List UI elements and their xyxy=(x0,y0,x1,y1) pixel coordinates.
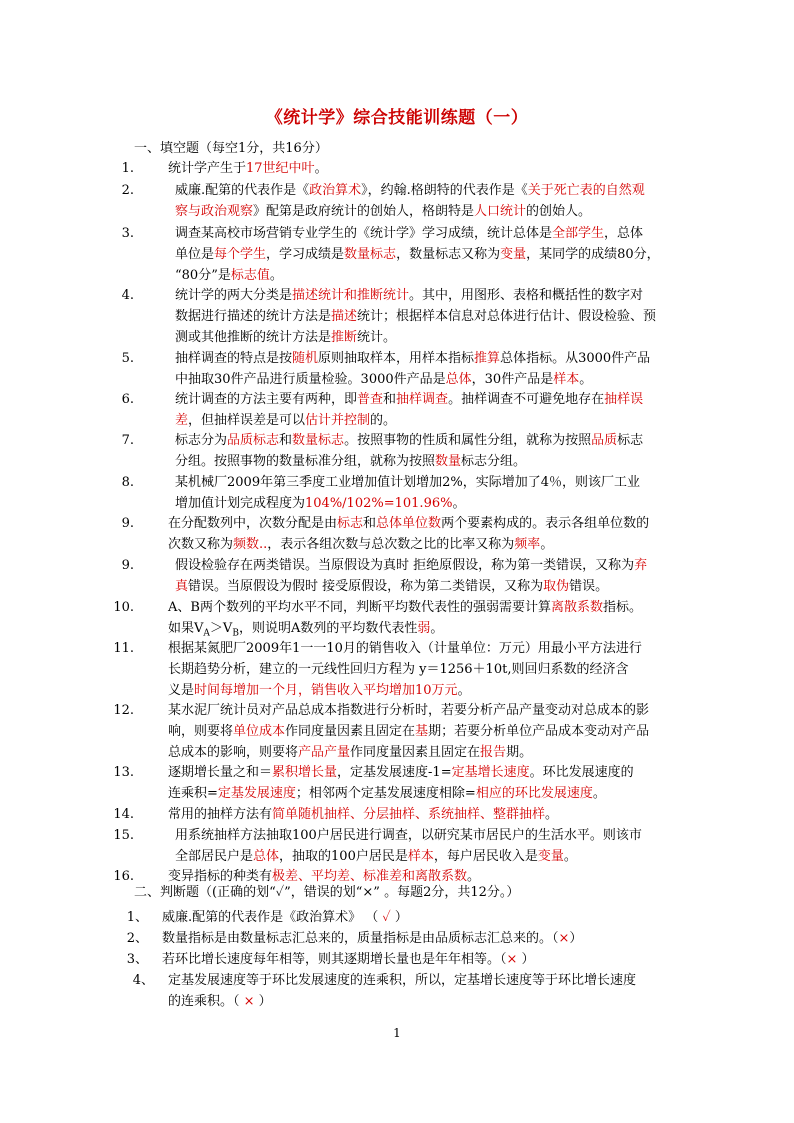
answer-text: 定基增长速度 xyxy=(451,765,530,780)
fill-in-line xyxy=(168,659,628,681)
question-text: 期；若要分析单位产品成本变动对产品 xyxy=(428,724,650,739)
fill-in-number: 4. xyxy=(121,288,134,303)
fill-in-line xyxy=(175,327,396,349)
answer-text: 总体单位数 xyxy=(376,516,442,531)
question-text: 全部居民户是 xyxy=(175,849,254,864)
question-text: 统计学产生于 xyxy=(168,161,247,176)
answer-text: 标志值 xyxy=(230,268,270,283)
fill-in-line xyxy=(168,618,443,640)
question-text: 常用的抽样方法有 xyxy=(168,807,273,822)
question-text: 标志 xyxy=(617,433,644,448)
answer-text: 简单随机抽样、分层抽样、系统抽样、整群抽样 xyxy=(272,807,546,822)
question-text: 。 xyxy=(592,786,606,801)
fill-in-number: 2. xyxy=(121,183,134,198)
answer-text: 描述 xyxy=(331,309,358,324)
answer-text: 定基发展速度 xyxy=(217,786,296,801)
answer-text: 弱 xyxy=(417,621,431,636)
question-text: 。 xyxy=(269,268,283,283)
question-text: 假设检验存在两类错误。当原假设为真时 拒绝原假设，称为第一类错误，又称为 xyxy=(175,558,635,573)
answer-text: 关于死亡表的自然观 xyxy=(527,183,645,198)
question-text: 。 xyxy=(430,621,444,636)
judge-line: 的连乘积。（ × ） xyxy=(168,994,272,1009)
fill-in-number: 1. xyxy=(121,161,134,176)
answer-text: 标志 xyxy=(337,516,364,531)
question-text: 如果$V_A>V_B$，则说明A数列的平均数代表性 xyxy=(168,621,418,639)
question-text: 。 xyxy=(545,807,559,822)
fill-in-line xyxy=(175,472,640,494)
answer-text: 时间每增加一个月，销售收入平均增加10万元 xyxy=(194,683,458,698)
fill-in-line xyxy=(168,680,471,702)
fill-in-line xyxy=(175,285,643,307)
answer-text: 推算 xyxy=(474,351,501,366)
answer-text: 推断 xyxy=(331,330,358,345)
answer-text: 离散系数 xyxy=(550,600,603,615)
question-text: 威廉.配第的代表作是《 xyxy=(175,183,310,198)
answer-text: 随机 xyxy=(292,351,319,366)
fill-in-line xyxy=(175,180,645,202)
question-text: 变异指标的种类有 xyxy=(168,869,273,884)
question-text: 指标。 xyxy=(602,600,642,615)
question-text: A、B两个数列的平均水平不同，判断平均数代表性的强弱需要计算 xyxy=(168,600,551,615)
fill-in-number: 14. xyxy=(113,807,134,822)
fill-in-number: 9. xyxy=(121,558,134,573)
fill-in-number: 16. xyxy=(113,869,134,884)
judge-number: 4、 xyxy=(132,973,154,988)
question-text: 连乘积= xyxy=(168,786,218,801)
fill-in-line xyxy=(168,742,532,764)
question-text: 。 xyxy=(579,372,593,387)
question-text: 次数又称为 xyxy=(168,537,234,552)
question-text: 和 xyxy=(279,433,293,448)
fill-in-line xyxy=(175,369,592,391)
fill-in-line xyxy=(168,783,606,805)
answer-text: 样本 xyxy=(407,849,434,864)
page-number: 1 xyxy=(393,1026,401,1040)
answer-text: 估计并控制 xyxy=(305,413,371,428)
fill-in-line xyxy=(175,348,650,370)
answer-text: 累积增长量 xyxy=(272,765,338,780)
question-text: 单位是 xyxy=(175,247,215,262)
section-judge-heading: 二、判断题（(正确的划“✓”，错误的划“×” 。每题2分，共12分。） xyxy=(134,885,520,900)
question-text: 义是 xyxy=(168,683,195,698)
question-text: 增加值计划完成程度为 xyxy=(175,496,306,511)
answer-text: 极差、平均差、标准差和离散系数 xyxy=(272,869,468,884)
fill-in-number: 3. xyxy=(121,226,134,241)
question-text: 总体指标。从3000件产品 xyxy=(500,351,651,366)
answer-text: 抽样误 xyxy=(604,392,644,407)
answer-text: × xyxy=(506,952,518,967)
question-text: 和 xyxy=(383,392,397,407)
answer-text: 变量 xyxy=(537,849,564,864)
answer-text: 描述统计和推断统计 xyxy=(292,288,410,303)
question-text: 逐期增长量之和＝ xyxy=(168,765,273,780)
fill-in-number: 12. xyxy=(113,703,134,718)
answer-text: 17世纪中叶 xyxy=(246,161,315,176)
question-text: 。其中，用图形、表格和概括性的数字对 xyxy=(409,288,644,303)
answer-text: 相应的环比发展速度 xyxy=(475,786,593,801)
fill-in-line xyxy=(175,201,591,223)
answer-text: 普查 xyxy=(357,392,384,407)
answer-text: 取伪 xyxy=(543,579,570,594)
question-text: 用系统抽样方法抽取100户居民进行调查，以研究某市居民户的生活水平。则该市 xyxy=(175,828,642,843)
question-text: 标志分组。 xyxy=(461,454,527,469)
question-text: 的连乘积。（ xyxy=(168,994,244,1009)
fill-in-line xyxy=(168,534,553,556)
question-text: 长期趋势分析，建立的一元线性回归方程为 y＝1256＋10t,则回归系数的经济含 xyxy=(168,662,629,677)
question-text: 总成本的影响，则要将 xyxy=(168,745,299,760)
answer-text: 单位成本 xyxy=(233,724,286,739)
answer-text: 基 xyxy=(415,724,429,739)
answer-text: × xyxy=(243,994,255,1009)
fill-in-number: 6. xyxy=(121,392,134,407)
fill-in-line xyxy=(175,265,283,287)
question-text: 期。 xyxy=(506,745,533,760)
fill-in-line xyxy=(175,244,660,266)
question-text: 统计；根据样本信息对总体进行估计、假设检验、预 xyxy=(357,309,657,324)
question-text: “80分”是 xyxy=(175,268,231,283)
fill-in-line xyxy=(175,825,642,847)
fill-in-line xyxy=(175,389,643,411)
question-text: ，学习成绩是 xyxy=(266,247,345,262)
question-text: ） xyxy=(517,952,535,967)
fill-in-line xyxy=(168,700,649,722)
judge-line xyxy=(162,907,408,929)
question-text: 若环比增长速度每年相等，则其逐期增长量也是年年相等。（ xyxy=(162,952,507,967)
section-fill-in-heading: 一、填空题（每空1分，共16分） xyxy=(134,141,328,156)
question-text: 两个要素构成的。表示各组单位数的 xyxy=(441,516,650,531)
question-text: 作同度量因素且固定在 xyxy=(350,745,481,760)
question-text: 数据进行描述的统计方法是 xyxy=(175,309,332,324)
judge-number: 3、 xyxy=(126,952,148,967)
answer-text: 数量标志 xyxy=(344,247,397,262)
fill-in-line xyxy=(168,721,649,743)
judge-line xyxy=(168,970,636,992)
question-text: ，30件产品是 xyxy=(471,372,554,387)
fill-in-line xyxy=(168,158,328,180)
answer-text: 104%/102%=101.96% xyxy=(305,496,453,511)
question-text: 抽样调查的特点是按 xyxy=(175,351,293,366)
question-text: 》，约翰.格朗特的代表作是《 xyxy=(361,183,528,198)
question-text: ；相邻两个定基发展速度相除= xyxy=(295,786,476,801)
question-text: ，但抽样误差是可以 xyxy=(188,413,306,428)
question-text: 。抽样调查不可避免地存在 xyxy=(448,392,605,407)
answer-text: 真 xyxy=(175,579,189,594)
question-text: 威廉.配第的代表作是《政治算术》 （ xyxy=(162,910,383,925)
question-text: 响，则要将 xyxy=(168,724,234,739)
question-text: 。 xyxy=(457,683,471,698)
answer-text: 弃 xyxy=(634,558,648,573)
question-text: 。环比发展速度的 xyxy=(529,765,634,780)
question-text: 中抽取30件产品进行质量检验。3000件产品是 xyxy=(175,372,446,387)
fill-in-number: 5. xyxy=(121,351,134,366)
question-text: 在分配数列中，次数分配是由 xyxy=(168,516,338,531)
fill-in-number: 9. xyxy=(121,516,134,531)
question-text: 分组。按照事物的数量标准分组，就称为按照 xyxy=(175,454,436,469)
fill-in-line xyxy=(175,410,396,432)
answer-text: 总体 xyxy=(445,372,472,387)
fill-in-line xyxy=(175,306,656,328)
answer-text: × xyxy=(558,931,570,946)
answer-text: 察与政治观察 xyxy=(175,204,254,219)
answer-text: 报告 xyxy=(480,745,507,760)
fill-in-line xyxy=(175,555,647,577)
fill-in-line xyxy=(175,846,577,868)
fill-in-line xyxy=(168,597,642,619)
question-text: 数量指标是由数量标志汇总来的，质量指标是由品质标志汇总来的。（ xyxy=(162,931,559,946)
question-text: ，定基发展速度-1= xyxy=(337,765,452,780)
question-text: 某机械厂2009年第三季度工业增加值计划增加2%，实际增加了4％，则该厂工业 xyxy=(175,475,640,490)
judge-number: 2、 xyxy=(126,931,148,946)
document-title: 《统计学》综合技能训练题（一） xyxy=(265,108,529,128)
answer-text: 抽样调查 xyxy=(396,392,449,407)
question-text: 》配第是政府统计的创始人，格朗特是 xyxy=(253,204,475,219)
answer-text: 政治算术 xyxy=(309,183,362,198)
fill-in-number: 11. xyxy=(113,641,134,656)
fill-in-number: 10. xyxy=(113,600,134,615)
fill-in-number: 8. xyxy=(121,475,134,490)
question-text: 。 xyxy=(540,537,554,552)
judge-line xyxy=(162,949,535,971)
question-text: 的。 xyxy=(370,413,397,428)
question-text: ，表示各组次数与总次数之比的比率又称为 xyxy=(267,537,515,552)
question-text: 作同度量因素且固定在 xyxy=(285,724,416,739)
fill-in-line xyxy=(175,223,643,245)
fill-in-number: 7. xyxy=(121,433,134,448)
answer-text: ✓ xyxy=(382,910,391,925)
answer-text: 产品产量 xyxy=(298,745,351,760)
question-text: 统计。 xyxy=(357,330,397,345)
question-text: 错误。当原假设为假时 接受原假设，称为第二类错误，又称为 xyxy=(188,579,544,594)
question-text: ，总体 xyxy=(604,226,644,241)
fill-in-line xyxy=(168,804,558,826)
question-text: 。按照事物的性质和属性分组，就称为按照 xyxy=(344,433,592,448)
question-text: 统计调查的方法主要有两种，即 xyxy=(175,392,358,407)
question-text: ，某同学的成绩80分， xyxy=(526,247,660,262)
question-text: 根据某氮肥厂2009年1一一10月的销售收入（计量单位：万元）用最小平方法进行 xyxy=(168,641,642,656)
fill-in-number: 13. xyxy=(113,765,134,780)
answer-text: 变量 xyxy=(500,247,527,262)
question-text: 某水泥厂统计员对产品总成本指数进行分析时，若要分析产品产量变动对总成本的影 xyxy=(168,703,650,718)
fill-in-line xyxy=(175,451,526,473)
question-text: ，抽取的100户居民是 xyxy=(279,849,408,864)
fill-in-line xyxy=(168,513,649,535)
question-text: ） xyxy=(390,910,408,925)
question-text: 和 xyxy=(363,516,377,531)
question-text: 调查某高校市场营销专业学生的《统计学》学习成绩，统计总体是 xyxy=(175,226,553,241)
fill-in-line xyxy=(175,576,608,598)
answer-text: 品质 xyxy=(591,433,618,448)
question-text: ） xyxy=(569,931,583,946)
answer-text: 品质标志 xyxy=(227,433,280,448)
fill-in-line xyxy=(175,493,465,515)
question-text: 统计学的两大分类是 xyxy=(175,288,293,303)
fill-in-line xyxy=(168,638,642,660)
fill-in-number: 15. xyxy=(113,828,134,843)
answer-text: 数量标志 xyxy=(292,433,345,448)
answer-text: 人口统计 xyxy=(474,204,527,219)
answer-text: 每个学生 xyxy=(214,247,267,262)
answer-text: 总体 xyxy=(253,849,280,864)
answer-text: 频数.. xyxy=(233,537,268,552)
judge-line xyxy=(162,928,582,950)
question-text: 定基发展速度等于环比发展速度的连乘积，所以，定基增长速度等于环比增长速度 xyxy=(168,973,637,988)
question-text: ，每户居民收入是 xyxy=(433,849,538,864)
question-text: 的创始人。 xyxy=(526,204,592,219)
question-text: 。 xyxy=(563,849,577,864)
judge-number: 1、 xyxy=(126,910,148,925)
question-text: 。 xyxy=(314,161,328,176)
answer-text: 样本 xyxy=(553,372,580,387)
question-text: 。 xyxy=(467,869,481,884)
question-text: 错误。 xyxy=(569,579,609,594)
question-text: 标志分为 xyxy=(175,433,228,448)
question-text: ，数量标志又称为 xyxy=(396,247,501,262)
answer-text: 数量 xyxy=(435,454,462,469)
fill-in-line xyxy=(175,430,643,452)
fill-in-line xyxy=(168,762,634,784)
question-text: 。 xyxy=(452,496,466,511)
answer-text: 差 xyxy=(175,413,189,428)
answer-text: 全部学生 xyxy=(552,226,605,241)
answer-text: 频率 xyxy=(514,537,541,552)
question-text: 原则抽取样本，用样本指标 xyxy=(318,351,475,366)
question-text: 测或其他推断的统计方法是 xyxy=(175,330,332,345)
